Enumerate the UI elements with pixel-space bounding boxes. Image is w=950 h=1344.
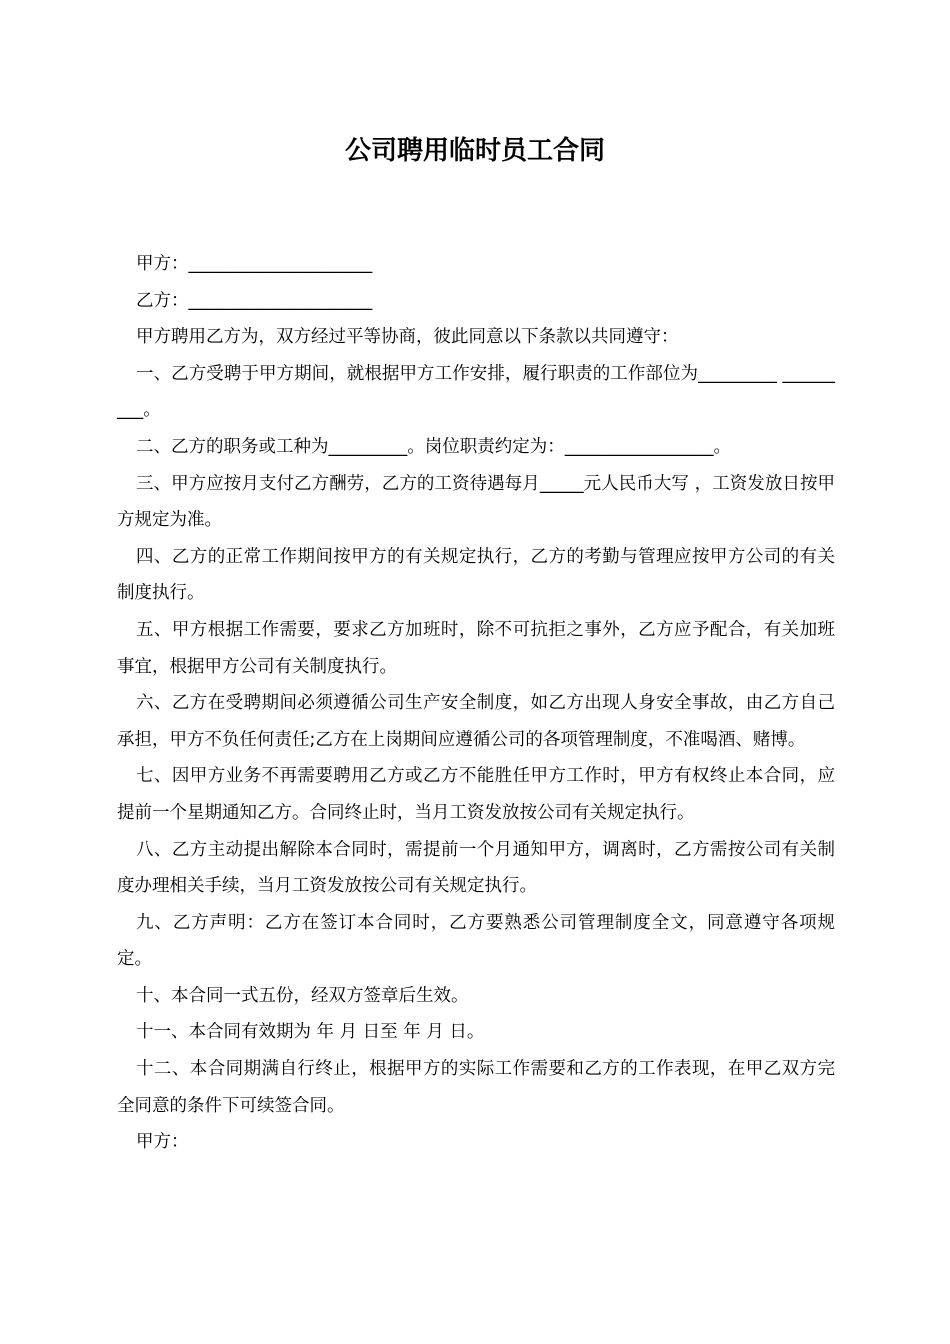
clause-5: 五、甲方根据工作需要，要求乙方加班时，除不可抗拒之事外，乙方应予配合，有关加班事宜，根据甲方公司有关制度执行。 (117, 619, 835, 677)
intro-paragraph: 甲方聘用乙方为，双方经过平等协商，彼此同意以下条款以共同遵守： (136, 327, 679, 348)
party-b-line: 乙方：_____________________ (136, 290, 373, 311)
clause-1: 一、乙方受聘于甲方期间，就根据甲方工作安排，履行职责的工作部位为_________ _________。 (117, 363, 835, 421)
clause-8: 八、乙方主动提出解除本合同时，需提前一个月通知甲方，调离时，乙方需按公司有关制度办理相关手续，当月工资发放按公司有关规定执行。 (117, 839, 835, 897)
document-body (117, 246, 835, 1161)
clause-2: 二、乙方的职务或工种为_________。岗位职责约定为：_________________。 (136, 436, 731, 457)
clause-3: 三、甲方应按月支付乙方酬劳，乙方的工资待遇每月_____元人民币大写 ，工资发放日按甲方规定为准。 (117, 473, 835, 531)
signature-party-a: 甲方： (136, 1132, 189, 1153)
clause-7: 七、因甲方业务不再需要聘用乙方或乙方不能胜任甲方工作时，甲方有权终止本合同，应提前一个星期通知乙方。合同终止时，当月工资发放按公司有关规定执行。 (117, 766, 835, 823)
clause-11: 十一、本合同有效期为 年 月 日至 年 月 日。 (136, 1022, 485, 1043)
clause-10: 十、本合同一式五份，经双方签章后生效。 (136, 985, 469, 1006)
party-a-line: 甲方：_____________________ (136, 254, 373, 274)
clause-9: 九、乙方声明：乙方在签订本合同时，乙方要熟悉公司管理制度全文，同意遵守各项规定。 (117, 912, 835, 970)
document-title: 公司聘用临时员工合同 (344, 136, 605, 166)
clause-6: 六、乙方在受聘期间必须遵循公司生产安全制度，如乙方出现人身安全事故，由乙方自己承担，甲方不负任何责任;乙方在上岗期间应遵循公司的各项管理制度，不准喝酒、赌博。 (117, 693, 835, 750)
clause-4: 四、乙方的正常工作期间按甲方的有关规定执行，乙方的考勤与管理应按甲方公司的有关制度执行。 (117, 546, 835, 604)
clause-12: 十二、本合同期满自行终止，根据甲方的实际工作需要和乙方的工作表现，在甲乙双方完全同意的条件下可续签合同。 (117, 1059, 835, 1116)
